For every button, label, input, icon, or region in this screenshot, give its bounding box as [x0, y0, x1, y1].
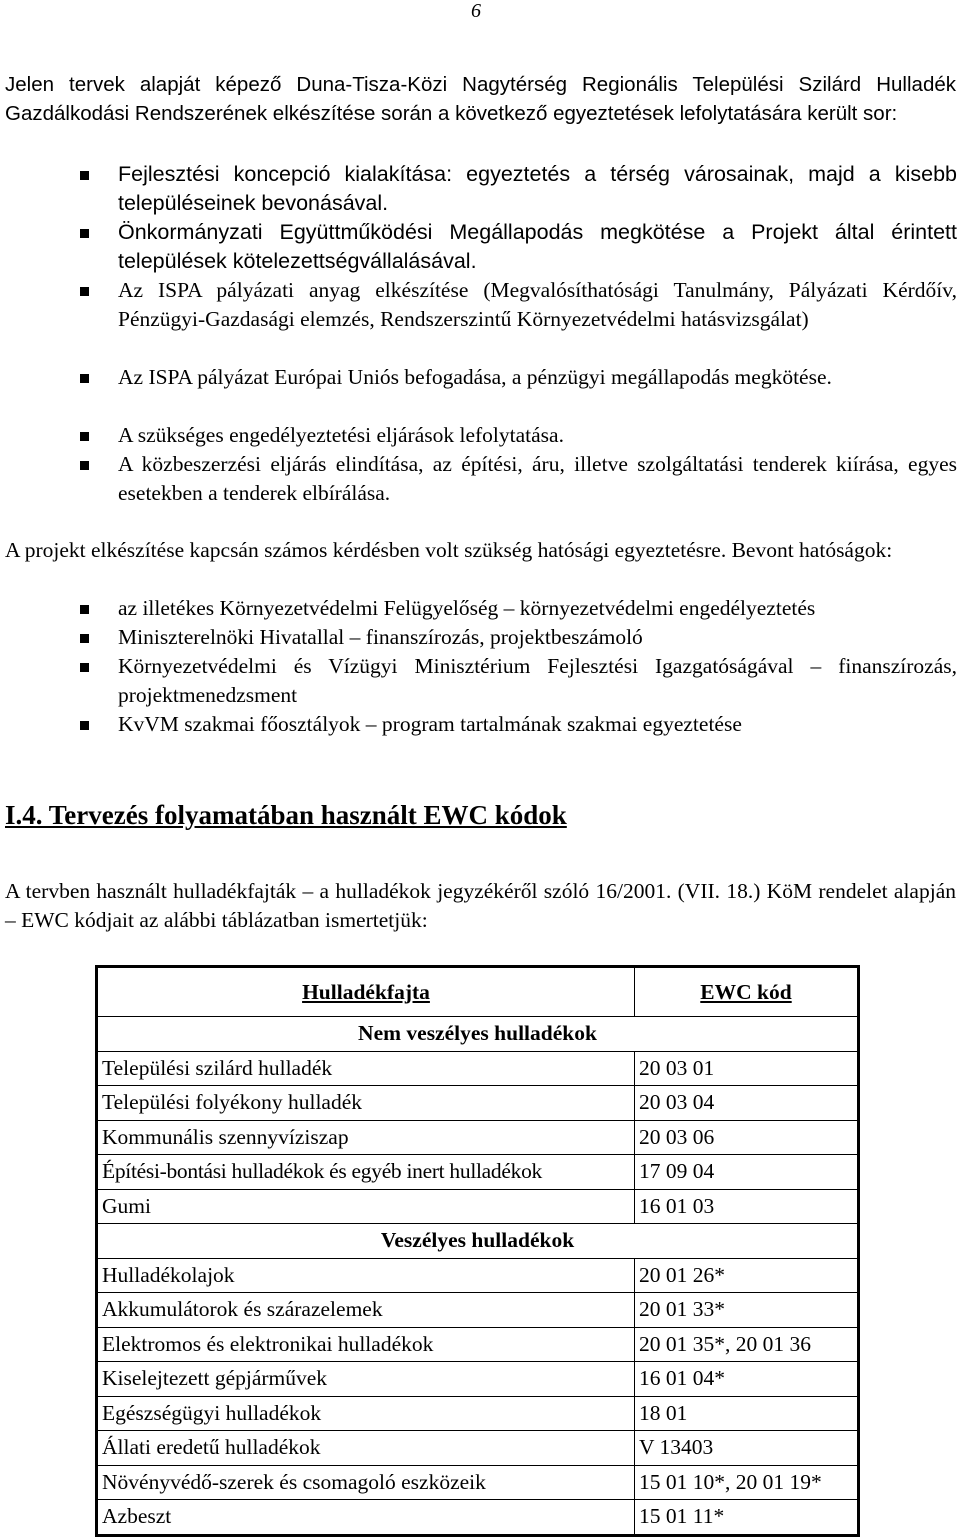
intro-item-2: Önkormányzati Együttműködési Megállapodás megkötése a Projekt által érintett települések kötelezettségvállalásával. [118, 220, 957, 273]
waste-type-cell: Elektromos és elektronikai hulladékok [97, 1327, 635, 1362]
table-row [97, 1258, 859, 1293]
page-number: 6 [471, 0, 481, 22]
waste-type-cell: Építési-bontási hulladékok és egyéb inert hulladékok [97, 1155, 635, 1190]
authority-item-2: Miniszterelnöki Hivatallal – finanszírozás, projektbeszámoló [118, 625, 643, 649]
ewc-code-cell: 16 01 04* [635, 1362, 859, 1397]
ewc-code-cell: 15 01 10*, 20 01 19* [635, 1465, 859, 1500]
waste-type-cell: Kommunális szennyvíziszap [97, 1120, 635, 1155]
intro-item-3: Az ISPA pályázati anyag elkészítése (Megvalósíthatósági Tanulmány, Pályázati Kérdőív, Pénzügyi-Gazdasági elemzés, Rendszerszintű Környezetvédelmi hatásvizsgálat) [118, 278, 957, 331]
waste-type-cell: Hulladékolajok [97, 1258, 635, 1293]
waste-type-cell: Kiselejtezett gépjárművek [97, 1362, 635, 1397]
ewc-code-cell: 20 01 33* [635, 1293, 859, 1328]
ewc-code-cell: 20 03 01 [635, 1051, 859, 1086]
intro-item-1: Fejlesztési koncepció kialakítása: egyeztetés a térség városainak, majd a kisebb településeinek bevonásával. [118, 162, 957, 215]
ewc-code-cell: 20 03 04 [635, 1086, 859, 1121]
intro-item-6: A közbeszerzési eljárás elindítása, az építési, áru, illetve szolgáltatási tenderek kiírása, egyes esetekben a tenderek elbírálása. [118, 452, 957, 505]
header-waste-type: Hulladékfajta [97, 967, 635, 1017]
table-row [97, 1500, 859, 1536]
intro-paragraph: Jelen tervek alapját képező Duna-Tisza-Közi Nagytérség Regionális Települési Szilárd Hulladék Gazdálkodási Rendszerének elkészítése során a következő egyeztetések lefolytatására került sor: [5, 73, 956, 125]
bullet-icon [80, 287, 89, 296]
waste-type-cell: Települési szilárd hulladék [97, 1051, 635, 1086]
section-row [97, 1224, 859, 1259]
ewc-code-cell: 20 03 06 [635, 1120, 859, 1155]
bullet-icon [80, 721, 89, 730]
authority-item-1: az illetékes Környezetvédelmi Felügyelőség – környezetvédelmi engedélyeztetés [118, 596, 816, 620]
section-title-nonhazardous: Nem veszélyes hulladékok [97, 1017, 859, 1052]
waste-type-cell: Egészségügyi hulladékok [97, 1396, 635, 1431]
bullet-icon [80, 229, 89, 238]
ewc-table [95, 965, 860, 1537]
section-paragraph: A tervben használt hulladékfajták – a hulladékok jegyzékéről szóló 16/2001. (VII. 18.) KöM rendelet alapján – EWC kódjait az alábbi táblázatban ismertetjük: [5, 879, 956, 932]
section-row [97, 1017, 859, 1052]
table-row [97, 1396, 859, 1431]
bullet-icon [80, 663, 89, 672]
waste-type-cell: Növényvédő-szerek és csomagoló eszközeik [97, 1465, 635, 1500]
table-row [97, 1431, 859, 1466]
intro-item-4: Az ISPA pályázat Európai Uniós befogadása, a pénzügyi megállapodás megkötése. [118, 365, 832, 389]
table-row [97, 1120, 859, 1155]
table-header-row [97, 967, 859, 1017]
intro-item-5: A szükséges engedélyeztetési eljárások lefolytatása. [118, 423, 564, 447]
ewc-code-cell: 20 01 26* [635, 1258, 859, 1293]
waste-type-cell: Azbeszt [97, 1500, 635, 1536]
ewc-code-cell: 15 01 11* [635, 1500, 859, 1536]
table-row [97, 1051, 859, 1086]
table-row [97, 1293, 859, 1328]
authority-item-3: Környezetvédelmi és Vízügyi Minisztérium Fejlesztési Igazgatóságával – finanszírozás, projektmenedzsment [118, 654, 957, 707]
waste-type-cell: Települési folyékony hulladék [97, 1086, 635, 1121]
waste-type-cell: Állati eredetű hulladékok [97, 1431, 635, 1466]
table-row [97, 1362, 859, 1397]
bullet-icon [80, 374, 89, 383]
bullet-icon [80, 432, 89, 441]
table-row [97, 1155, 859, 1190]
ewc-code-cell: 20 01 35*, 20 01 36 [635, 1327, 859, 1362]
authorities-paragraph: A projekt elkészítése kapcsán számos kérdésben volt szükség hatósági egyeztetésre. Bevont hatóságok: [5, 538, 893, 562]
authority-item-4: KvVM szakmai főosztályok – program tartalmának szakmai egyeztetése [118, 712, 742, 736]
bullet-icon [80, 605, 89, 614]
ewc-code-cell: V 13403 [635, 1431, 859, 1466]
bullet-icon [80, 171, 89, 180]
ewc-code-cell: 18 01 [635, 1396, 859, 1431]
table-row [97, 1086, 859, 1121]
waste-type-cell: Gumi [97, 1189, 635, 1224]
table-row [97, 1465, 859, 1500]
waste-type-cell: Akkumulátorok és szárazelemek [97, 1293, 635, 1328]
bullet-icon [80, 461, 89, 470]
header-ewc-code: EWC kód [635, 967, 859, 1017]
section-heading: I.4. Tervezés folyamatában használt EWC kódok [5, 800, 567, 830]
table-row [97, 1189, 859, 1224]
section-title-hazardous: Veszélyes hulladékok [97, 1224, 859, 1259]
ewc-code-cell: 16 01 03 [635, 1189, 859, 1224]
bullet-icon [80, 634, 89, 643]
table-row [97, 1327, 859, 1362]
ewc-code-cell: 17 09 04 [635, 1155, 859, 1190]
